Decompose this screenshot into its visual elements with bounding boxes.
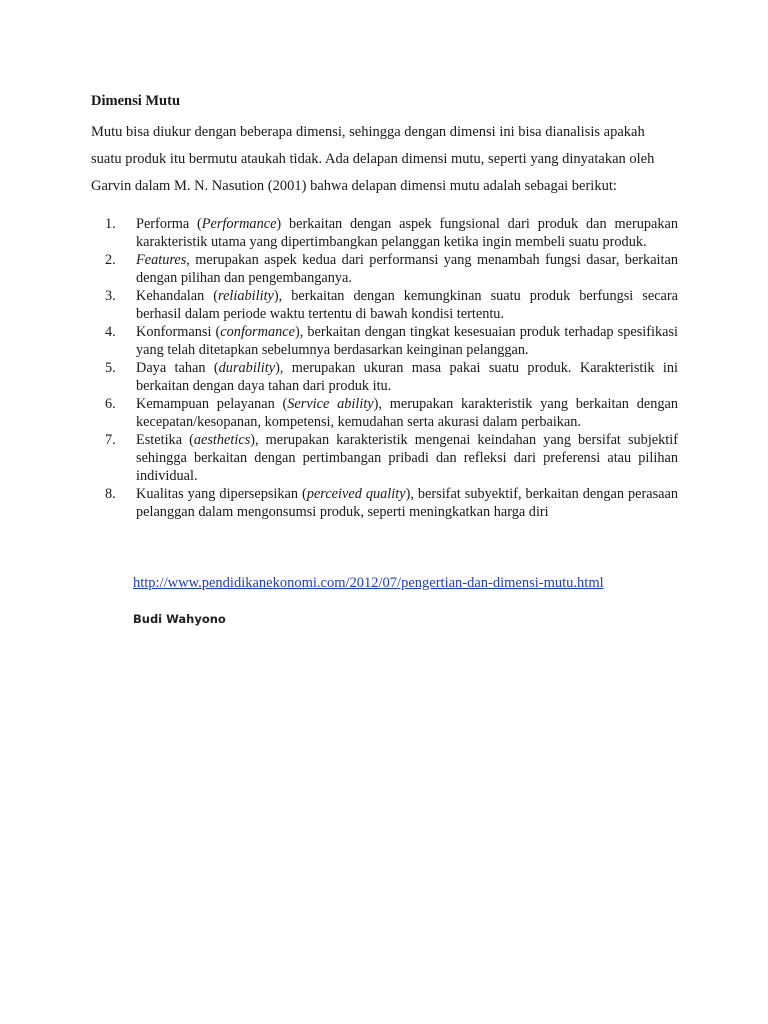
list-item-number: 7. xyxy=(105,432,116,448)
list-item-number: 1. xyxy=(105,216,116,232)
list-item-term: Performance xyxy=(201,216,277,232)
list-item-text xyxy=(136,251,678,287)
list-item-text-end: ), bersifat subyektif, berkaitan dengan perasaan pelanggan dalam mengonsumsi produk, seperti meningkatkan harga diri xyxy=(136,486,679,520)
quality-dimensions-list xyxy=(105,215,678,521)
list-item-text-end: ), berkaitan dengan tingkat kesesuaian produk terhadap spesifikasi yang telah ditetapkan sebelumnya berdasarkan keinginan pelanggan. xyxy=(136,324,679,358)
list-item-text xyxy=(136,359,678,395)
list-item-text-start: Kehandalan ( xyxy=(136,288,219,304)
list-item xyxy=(105,251,678,287)
list-item-text xyxy=(136,323,678,359)
list-item-text xyxy=(136,287,678,323)
list-item-term: durability xyxy=(218,360,276,376)
list-item xyxy=(105,485,678,521)
list-item-text-start: Kemampuan pelayanan ( xyxy=(136,396,288,412)
list-item-text-end: , merupakan aspek kedua dari performansi yang menambah fungsi dasar, berkaitan dengan pilihan dan pengembanganya. xyxy=(136,252,678,286)
list-item-term: aesthetics xyxy=(193,432,251,448)
list-item xyxy=(105,323,678,359)
list-item-text-end: ), merupakan karakteristik yang berkaitan dengan kecepatan/kesopanan, kompetensi, kemudahan serta akurasi dalam perbaikan. xyxy=(136,396,678,430)
page-title: Dimensi Mutu xyxy=(91,93,181,109)
list-item-text-start: Kualitas yang dipersepsikan ( xyxy=(136,486,307,502)
list-item-text xyxy=(136,485,678,521)
list-item-text-start: Performa ( xyxy=(136,216,202,232)
list-item-text-end: ), merupakan karakteristik mengenai keindahan yang bersifat subjektif sehingga berkaitan dengan pertimbangan pribadi dan refleksi dari preferensi atau pilihan individual. xyxy=(136,432,678,484)
source-link[interactable]: http://www.pendidikanekonomi.com/2012/07/pengertian-dan-dimensi-mutu.html xyxy=(133,575,604,591)
intro-line: Mutu bisa diukur dengan beberapa dimensi, sehingga dengan dimensi ini bisa dianalisis apakah xyxy=(91,124,645,140)
list-item-text xyxy=(136,431,678,485)
list-item xyxy=(105,395,678,431)
list-item-number: 6. xyxy=(105,396,116,412)
list-item-text-start: Konformansi ( xyxy=(136,324,221,340)
list-item-text-end: ), merupakan ukuran masa pakai suatu produk. Karakteristik ini berkaitan dengan daya tahan dari produk itu. xyxy=(136,360,678,394)
list-item-number: 4. xyxy=(105,324,116,340)
list-item xyxy=(105,215,678,251)
list-item-text xyxy=(136,395,678,431)
list-item-number: 2. xyxy=(105,252,116,268)
list-item-text-start: Daya tahan ( xyxy=(136,360,219,376)
author-name: Budi Wahyono xyxy=(133,612,226,626)
list-item-term: reliability xyxy=(218,288,274,304)
list-item xyxy=(105,431,678,485)
intro-line: Garvin dalam M. N. Nasution (2001) bahwa delapan dimensi mutu adalah sebagai berikut: xyxy=(91,178,617,194)
list-item-text xyxy=(136,215,678,251)
list-item xyxy=(105,359,678,395)
intro-line: suatu produk itu bermutu ataukah tidak. Ada delapan dimensi mutu, seperti yang dinyatakan oleh xyxy=(91,151,655,167)
list-item-term: Service ability xyxy=(287,396,374,412)
list-item-term: perceived quality xyxy=(306,486,406,502)
list-item-number: 3. xyxy=(105,288,116,304)
list-item-text-start: Estetika ( xyxy=(136,432,194,448)
list-item-number: 8. xyxy=(105,486,116,502)
list-item-text-end: ) berkaitan dengan aspek fungsional dari produk dan merupakan karakteristik utama yang dipertimbangkan pelanggan ketika ingin membeli suatu produk. xyxy=(136,216,679,250)
intro-paragraph xyxy=(91,119,678,200)
list-item-term: Features xyxy=(136,252,187,268)
list-item xyxy=(105,287,678,323)
list-item-text-end: ), berkaitan dengan kemungkinan suatu produk berfungsi secara berhasil dalam periode waktu tertentu di bawah kondisi tertentu. xyxy=(136,288,678,322)
list-item-number: 5. xyxy=(105,360,116,376)
list-item-term: conformance xyxy=(220,324,295,340)
